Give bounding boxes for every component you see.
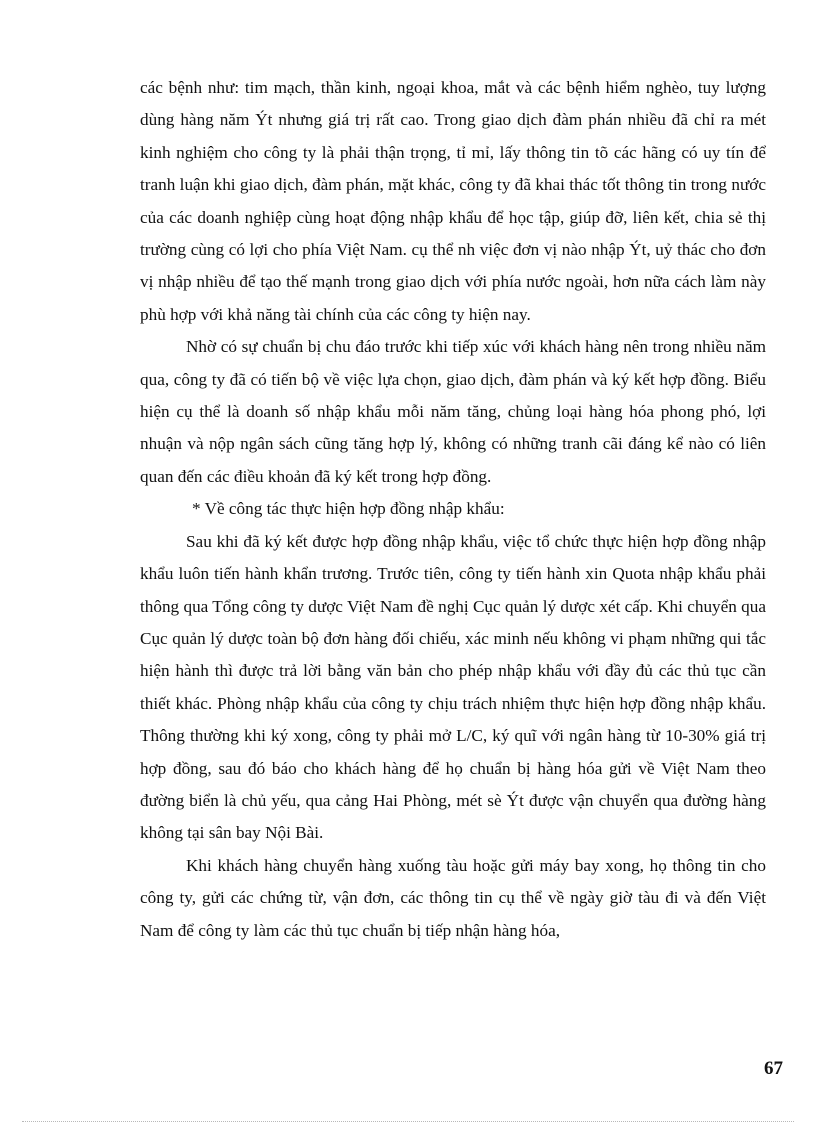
paragraph-continuation: các bệnh như: tim mạch, thần kinh, ngoại khoa, mắt và các bệnh hiểm nghèo, tuy lượng dùng hàng năm Ýt nhưng giá trị rất cao. Trong giao dịch đàm phán nhiều đã chỉ ra mét kinh nghiệm cho công ty là phải thận trọng, tỉ mỉ, lấy thông tin tõ các hãng có uy tín để tranh luận khi giao dịch, đàm phán, mặt khác, công ty đã khai thác tốt thông tin trong nước của các doanh nghiệp cùng hoạt động nhập khẩu để học tập, giúp đỡ, liên kết, chia sẻ thị trường cùng có lợi cho phía Việt Nam. cụ thể nh việc đơn vị nào nhập Ýt, uỷ thác cho đơn vị nhập nhiều để tạo thế mạnh trong giao dịch với phía nước ngoài, hơn nữa cách làm này phù hợp với khả năng tài chính của các công ty hiện nay. — [140, 78, 766, 324]
paragraph-shipping: Khi khách hàng chuyển hàng xuống tàu hoặc gửi máy bay xong, họ thông tin cho công ty, gửi các chứng từ, vận đơn, các thông tin cụ thể về ngày giờ tàu đi và đến Việt Nam để công ty làm các thủ tục chuẩn bị tiếp nhận hàng hóa, — [140, 855, 766, 940]
paragraph-preparation: Nhờ có sự chuẩn bị chu đáo trước khi tiếp xúc với khách hàng nên trong nhiều năm qua, công ty đã có tiến bộ về việc lựa chọn, giao dịch, đàm phán và ký kết hợp đồng. Biểu hiện cụ thể là doanh số nhập khẩu mỗi năm tăng, chủng loại hàng hóa phong phó, lợi nhuận và nộp ngân sách cũng tăng hợp lý, không có những tranh cãi đáng kể nào có liên quan đến các điều khoản đã ký kết trong hợp đồng. — [140, 337, 766, 486]
footer-divider — [22, 1121, 794, 1122]
page-number: 67 — [764, 1058, 783, 1079]
body-text — [140, 72, 766, 947]
section-heading: * Về công tác thực hiện hợp đồng nhập khẩu: — [192, 499, 505, 519]
paragraph-contract-execution: Sau khi đã ký kết được hợp đồng nhập khẩu, việc tổ chức thực hiện hợp đồng nhập khẩu luôn tiến hành khẩn trương. Trước tiên, công ty tiến hành xin Quota nhập khẩu phải thông qua Tổng công ty dược Việt Nam đề nghị Cục quản lý dược xét cấp. Khi chuyển qua Cục quản lý dược toàn bộ đơn hàng đối chiếu, xác minh nếu không vi phạm những qui tắc hiện hành thì được trả lời bằng văn bản cho phép nhập khẩu với đầy đủ các thủ tục cần thiết khác. Phòng nhập khẩu của công ty chịu trách nhiệm thực hiện hợp đồng nhập khẩu. Thông thường khi ký xong, công ty phải mở L/C, ký quĩ với ngân hàng từ 10-30% giá trị hợp đồng, sau đó báo cho khách hàng để họ chuẩn bị hàng hóa gửi về Việt Nam theo đường biển là chủ yếu, qua cảng Hai Phòng, mét sè Ýt được vận chuyển qua đường hàng không tại sân bay Nội Bài. — [140, 531, 766, 843]
